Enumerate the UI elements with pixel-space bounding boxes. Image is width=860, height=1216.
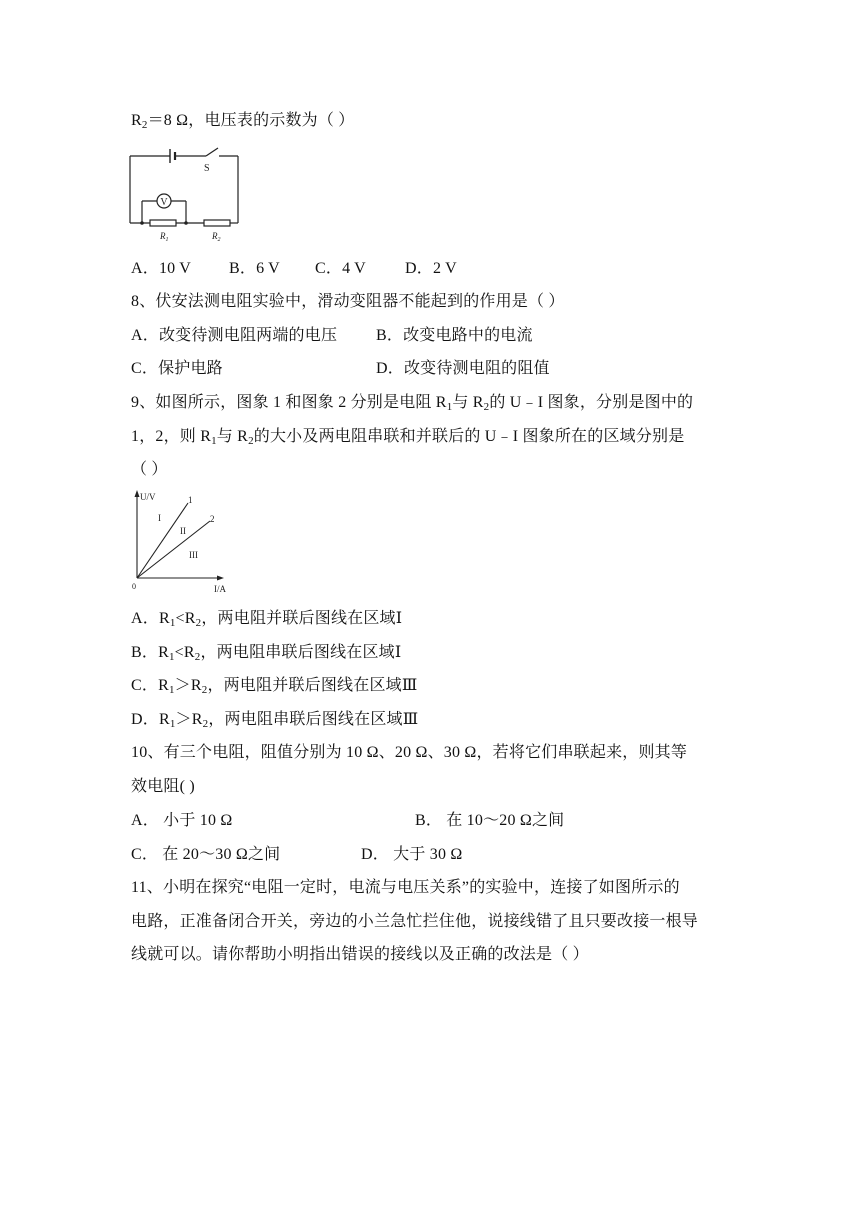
q7-circuit-diagram xyxy=(126,146,242,242)
q7-options xyxy=(131,258,457,280)
q9-ui-graph xyxy=(128,488,226,596)
q9-option-c: C．$R_1>R_2$，两电阻并联后图线在区域Ⅲ xyxy=(131,677,418,696)
q9-stem-line3: （ ） xyxy=(131,461,168,478)
q9-option-a: A．$R_1<R_2$，两电阻并联后图线在区域Ⅰ xyxy=(131,610,403,629)
q11-stem-line3: 线就可以。请你帮助小明指出错误的接线以及正确的改法是（ ） xyxy=(131,946,589,963)
q10-option-a: A． 小于 10 Ω xyxy=(131,812,233,829)
svg-text:III: III xyxy=(189,550,198,560)
svg-text:1: 1 xyxy=(188,495,193,505)
q11-stem-line1: 11、小明在探究“电阻一定时，电流与电压关系”的实验中，连接了如图所示的 xyxy=(131,879,680,896)
q9-stem-line2: 1，2，则 $R_1$与 $R_2$的大小及两电阻串联和并联后的 U﹣I 图象所在的区域分别是 xyxy=(131,428,685,447)
q7-option-c: C．4 V xyxy=(315,260,366,277)
q10-option-d: D． 大于 30 Ω xyxy=(361,846,463,863)
q8-option-a: A．改变待测电阻两端的电压 xyxy=(131,327,338,344)
svg-text:2: 2 xyxy=(210,514,215,524)
q10-options-cd xyxy=(131,844,462,866)
q8-options-ab xyxy=(131,325,533,347)
q8-option-b: B．改变电路中的电流 xyxy=(376,327,533,344)
q7-stem: $R_2=8$ Ω，电压表的示数为（ ） xyxy=(131,112,355,131)
q10-option-b: B． 在 10～20 Ω之间 xyxy=(415,812,565,829)
q8-option-c: C．保护电路 xyxy=(131,360,223,377)
q7-option-d: D．2 V xyxy=(405,260,457,277)
q7-option-a: A．10 V xyxy=(131,260,192,277)
svg-text:0: 0 xyxy=(132,582,136,591)
q11-stem-line2: 电路，正准备闭合开关，旁边的小兰急忙拦住他，说接线错了且只要改接一根导 xyxy=(131,913,699,930)
q9-option-b: B．$R_1<R_2$，两电阻串联后图线在区域Ⅰ xyxy=(131,644,402,663)
q10-stem-line2: 效电阻( ) xyxy=(131,778,195,795)
svg-text:V: V xyxy=(160,197,168,208)
q9-stem-line1: 9、如图所示，图象 1 和图象 2 分别是电阻 $R_1$与 $R_2$的 U﹣I 图象，分别是图中的 xyxy=(131,394,694,413)
q8-option-d: D．改变待测电阻的阻值 xyxy=(376,360,550,377)
q7-option-b: B．6 V xyxy=(229,260,280,277)
svg-text:U/V: U/V xyxy=(140,492,156,502)
q8-stem: 8、伏安法测电阻实验中，滑动变阻器不能起到的作用是（ ） xyxy=(131,293,565,310)
svg-text:S: S xyxy=(204,163,210,174)
svg-text:R1: $R_1$ xyxy=(160,231,169,242)
q9-option-d: D．$R_1>R_2$，两电阻串联后图线在区域Ⅲ xyxy=(131,711,419,730)
svg-text:II: II xyxy=(180,526,186,536)
svg-text:I: I xyxy=(158,513,161,523)
svg-text:R2: $R_2$ xyxy=(212,231,221,242)
svg-text:I/A: I/A xyxy=(214,584,226,594)
q8-options-cd xyxy=(131,358,550,380)
q10-stem-line1: 10、有三个电阻，阻值分别为 10 Ω、20 Ω、30 Ω，若将它们串联起来，则其等 xyxy=(131,744,688,761)
q10-options-ab xyxy=(131,810,564,832)
q10-option-c: C． 在 20～30 Ω之间 xyxy=(131,846,281,863)
